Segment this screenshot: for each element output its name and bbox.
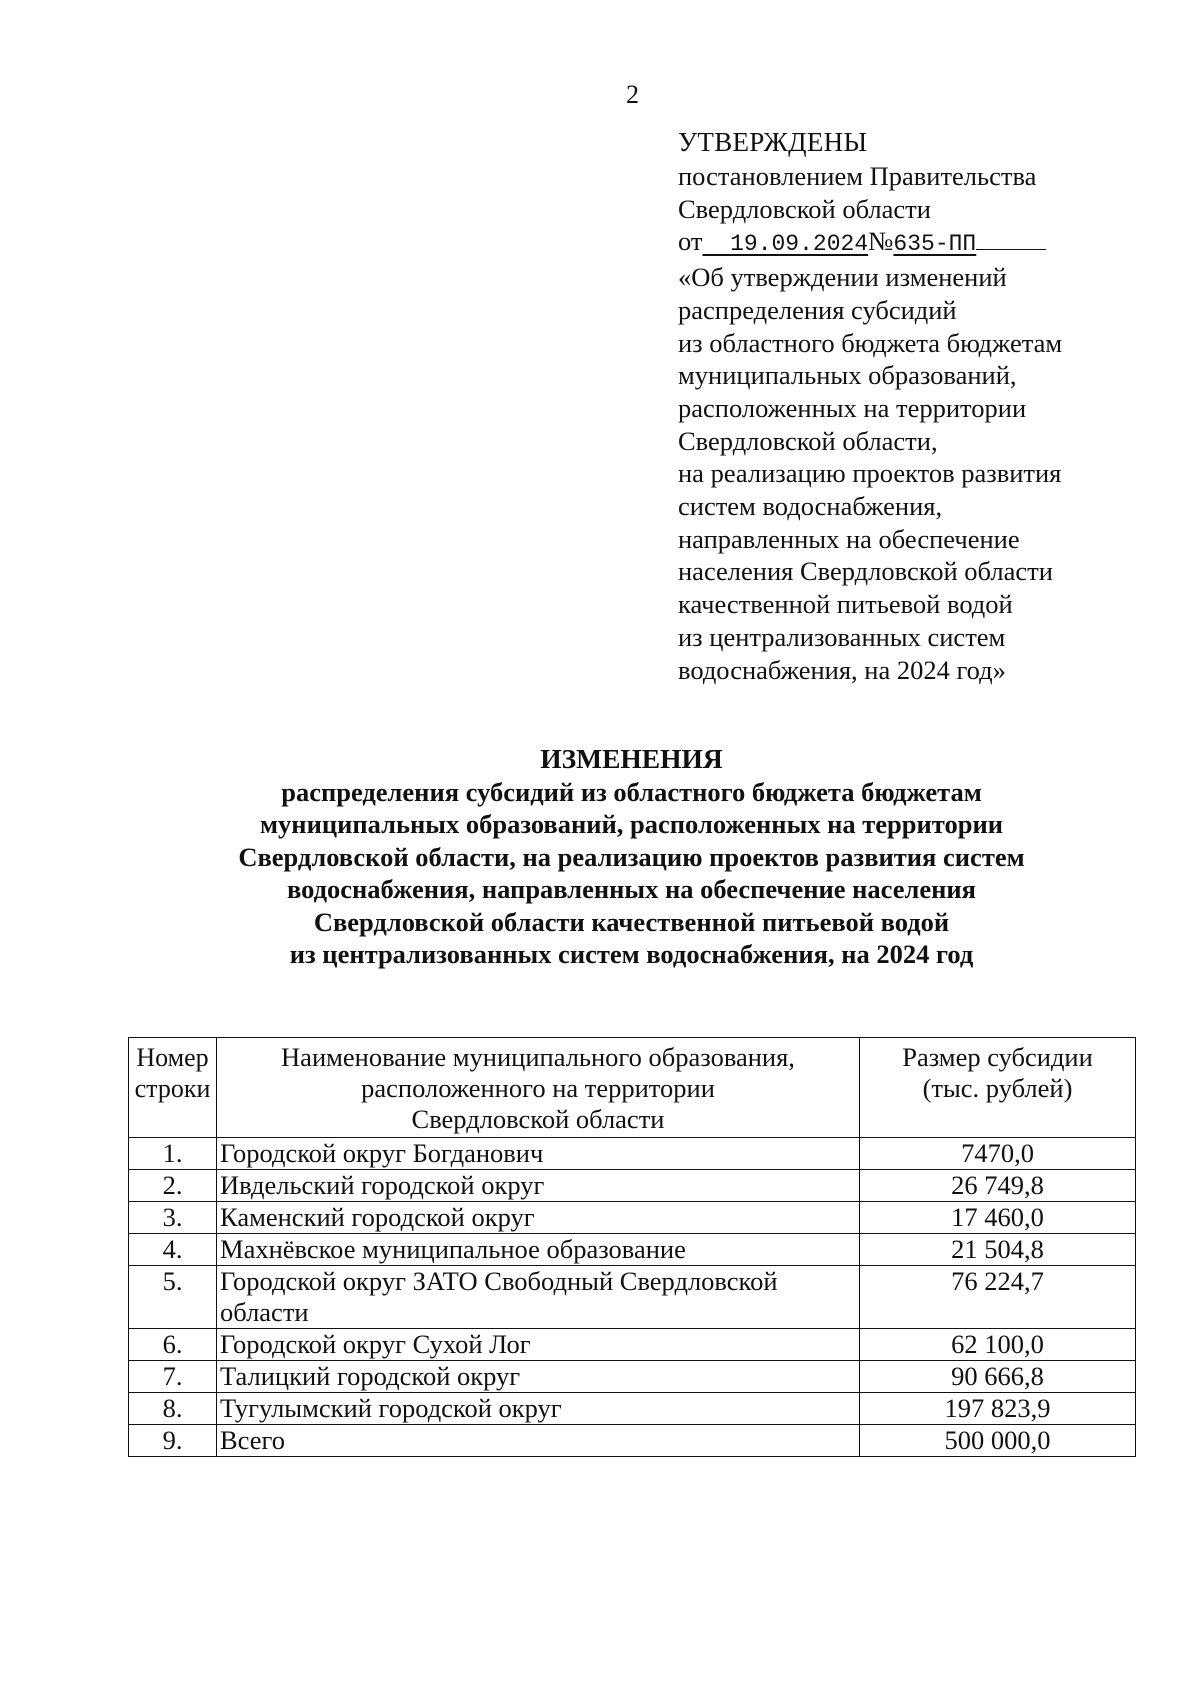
document-title-line: Свердловской области качественной питьевой водой xyxy=(313,906,950,937)
table-header-row xyxy=(129,1038,1136,1138)
municipality-name: Городской округ Сухой Лог xyxy=(217,1329,860,1361)
subsidy-amount: 90 666,8 xyxy=(860,1361,1136,1393)
header-text: расположенного на территории xyxy=(361,1073,715,1103)
approval-title-line: муниципальных образований, xyxy=(678,360,1017,391)
header-text: Свердловской области xyxy=(411,1104,665,1134)
municipality-name: Тугулымский городской округ xyxy=(217,1393,860,1425)
row-number: 7. xyxy=(129,1361,217,1393)
municipality-name: Махнёвское муниципальное образование xyxy=(217,1234,860,1266)
header-row-number xyxy=(129,1038,217,1138)
approval-title-line: систем водоснабжения, xyxy=(678,491,943,522)
number-value: 635-ПП xyxy=(893,231,977,258)
municipality-name: Городской округ ЗАТО Свободный Свердловской области xyxy=(217,1266,860,1329)
header-text: Номер xyxy=(136,1043,209,1072)
row-number: 4. xyxy=(129,1234,217,1266)
row-number: 8. xyxy=(129,1393,217,1425)
header-text: Размер субсидии xyxy=(902,1042,1093,1072)
approval-title-line: качественной питьевой водой xyxy=(678,589,1013,620)
document-title-main: ИЗМЕНЕНИЯ xyxy=(540,743,723,774)
page-number: 2 xyxy=(626,80,639,109)
table-row xyxy=(129,1266,1136,1329)
approval-title-line: расположенных на территории xyxy=(678,392,1027,423)
header-municipality-name xyxy=(217,1038,860,1138)
row-number: 9. xyxy=(129,1425,217,1457)
header-subsidy-amount xyxy=(860,1038,1136,1138)
approval-title-line: из областного бюджета бюджетам xyxy=(678,327,1063,358)
underline-tail xyxy=(976,248,1046,250)
approval-title-line: распределения субсидий xyxy=(678,294,957,325)
table-row xyxy=(129,1361,1136,1393)
document-title-line: распределения субсидий из областного бюджета бюджетам xyxy=(281,776,982,807)
document-title-line: Свердловской области, на реализацию проектов развития систем xyxy=(238,841,1025,872)
subsidy-amount: 26 749,8 xyxy=(860,1170,1136,1202)
table-row xyxy=(129,1393,1136,1425)
subsidy-amount: 21 504,8 xyxy=(860,1234,1136,1266)
document-title-line: муниципальных образований, расположенных на территории xyxy=(260,809,1003,839)
header-text: (тыс. рублей) xyxy=(922,1073,1073,1103)
municipality-name: Городской округ Богданович xyxy=(217,1138,860,1170)
approval-title-line: направленных на обеспечение xyxy=(678,523,1020,554)
row-number: 3. xyxy=(129,1202,217,1234)
subsidy-table xyxy=(128,1037,1136,1457)
approval-line-1: постановлением Правительства xyxy=(678,161,1037,191)
municipality-name: Талицкий городской округ xyxy=(217,1361,860,1393)
municipality-name: Всего xyxy=(217,1425,860,1457)
row-number: 1. xyxy=(129,1138,217,1170)
subsidy-amount: 500 000,0 xyxy=(860,1425,1136,1457)
number-prefix: № xyxy=(868,226,894,257)
municipality-name: Каменский городской округ xyxy=(217,1202,860,1234)
subsidy-amount: 197 823,9 xyxy=(860,1393,1136,1425)
document-title xyxy=(130,743,1133,971)
header-text: Наименование муниципального образования, xyxy=(281,1042,795,1072)
date-prefix: от xyxy=(678,226,703,257)
row-number: 2. xyxy=(129,1170,217,1202)
table-row-total xyxy=(129,1425,1136,1457)
document-title-line: из централизованных систем водоснабжения, на 2024 год xyxy=(289,939,974,969)
approval-date-line xyxy=(678,225,1148,261)
date-value: 19.09.2024 xyxy=(730,231,869,258)
table-row xyxy=(129,1329,1136,1361)
approval-block xyxy=(678,124,1148,686)
row-number: 6. xyxy=(129,1329,217,1361)
subsidy-amount: 7470,0 xyxy=(860,1138,1136,1170)
table-row xyxy=(129,1234,1136,1266)
municipality-name: Ивдельский городской округ xyxy=(217,1170,860,1202)
approval-title-line: на реализацию проектов развития xyxy=(678,458,1062,489)
approval-line-2: Свердловской области xyxy=(678,193,931,224)
subsidy-amount: 62 100,0 xyxy=(860,1329,1136,1361)
approval-title-line: из централизованных систем xyxy=(678,621,1006,652)
approval-title-line: «Об утверждении изменений xyxy=(678,262,1007,293)
subsidy-amount: 17 460,0 xyxy=(860,1202,1136,1234)
table-row xyxy=(129,1170,1136,1202)
subsidy-amount: 76 224,7 xyxy=(860,1266,1136,1329)
document-title-line: водоснабжения, направленных на обеспечение населения xyxy=(286,874,977,904)
header-text: строки xyxy=(134,1074,211,1103)
row-number: 5. xyxy=(129,1266,217,1329)
approval-heading: УТВЕРЖДЕНЫ xyxy=(678,127,868,157)
approval-title-line: Свердловской области, xyxy=(678,425,938,456)
approval-title-line: водоснабжения, на 2024 год» xyxy=(678,654,1006,685)
approval-title-line: населения Свердловской области xyxy=(678,556,1053,587)
table-row xyxy=(129,1138,1136,1170)
table-row xyxy=(129,1202,1136,1234)
